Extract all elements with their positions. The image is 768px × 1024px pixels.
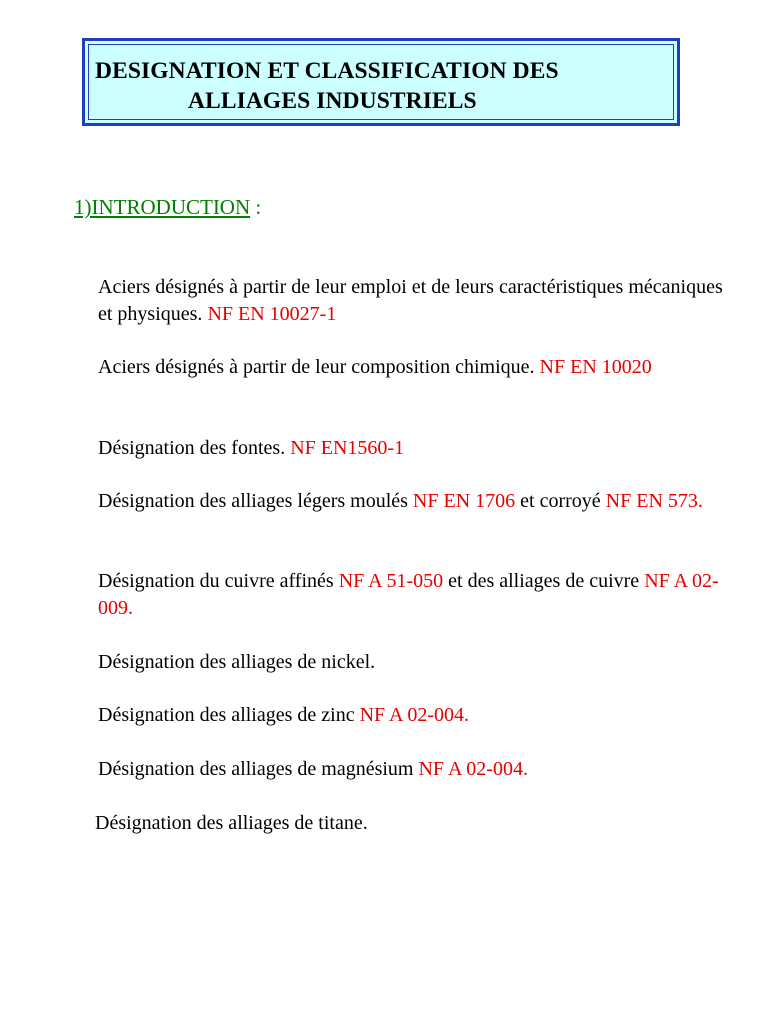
- item-text: Aciers désignés à partir de leur emploi et de leurs caractéristiques mécaniques et physiques.: [98, 276, 723, 325]
- standard-reference: NF A 02-004.: [418, 758, 528, 780]
- list-item: [95, 810, 735, 837]
- standard-reference-2: NF EN 573.: [605, 490, 703, 512]
- item-text: Aciers désignés à partir de leur composition chimique.: [98, 356, 540, 378]
- title-box: [82, 38, 680, 126]
- item-text: Désignation des fontes.: [98, 437, 291, 459]
- standard-reference: NF EN1560-1: [290, 437, 405, 459]
- section-heading-colon: :: [250, 195, 262, 219]
- document-title-line-2: ALLIAGES INDUSTRIELS: [188, 88, 477, 114]
- standard-reference: NF EN 10027-1: [207, 303, 337, 325]
- list-item: [98, 756, 738, 783]
- item-text-continued: et des alliages de cuivre: [443, 570, 645, 592]
- standard-reference: NF EN 1706: [412, 490, 516, 512]
- section-heading: [74, 195, 261, 220]
- list-item: [98, 354, 738, 381]
- document-title-line-1: DESIGNATION ET CLASSIFICATION DES: [95, 58, 559, 84]
- item-text: Désignation des alliages de zinc: [98, 704, 360, 726]
- list-item: [98, 435, 738, 462]
- item-text: Désignation du cuivre affinés: [98, 570, 339, 592]
- standard-reference: NF EN 10020: [539, 356, 652, 378]
- standard-reference-2: NF A 02-009.: [98, 570, 719, 619]
- item-text-continued: et corroyé: [515, 490, 606, 512]
- list-item: [98, 274, 738, 328]
- item-text: Désignation des alliages de nickel.: [98, 651, 376, 673]
- list-item: [98, 702, 738, 729]
- item-text: Désignation des alliages légers moulés: [98, 490, 413, 512]
- list-item: [98, 649, 738, 676]
- list-item: [98, 488, 738, 515]
- standard-reference: NF A 02-004.: [359, 704, 470, 726]
- item-text: Désignation des alliages de titane.: [95, 812, 368, 834]
- section-heading-label: 1)INTRODUCTION: [74, 195, 251, 219]
- item-text: Désignation des alliages de magnésium: [98, 758, 419, 780]
- standard-reference: NF A 51-050: [338, 570, 444, 592]
- list-item: [98, 568, 738, 622]
